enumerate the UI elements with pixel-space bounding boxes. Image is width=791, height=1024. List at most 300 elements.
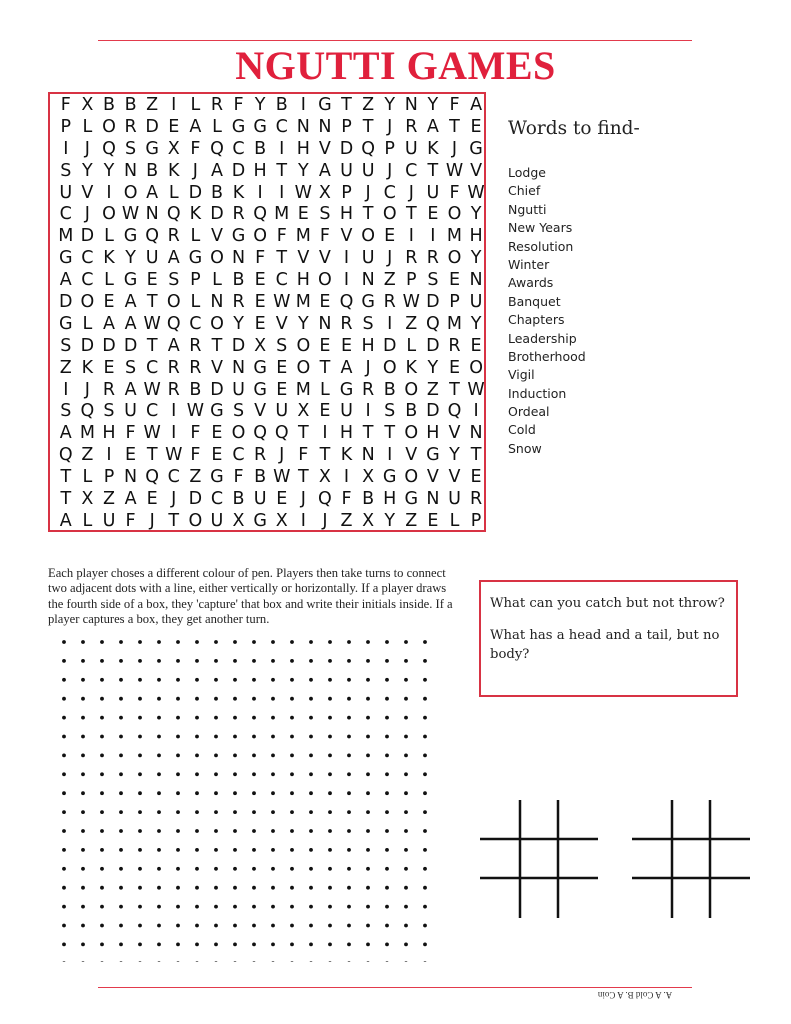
dot[interactable] bbox=[290, 810, 294, 814]
grid-letter[interactable]: M bbox=[58, 226, 74, 247]
grid-letter[interactable]: C bbox=[275, 116, 288, 137]
dot[interactable] bbox=[385, 961, 389, 962]
dot[interactable] bbox=[81, 810, 85, 814]
grid-letter[interactable]: E bbox=[448, 270, 461, 291]
grid-letter[interactable]: P bbox=[470, 510, 482, 531]
dot[interactable] bbox=[233, 772, 237, 776]
grid-letter[interactable]: C bbox=[81, 248, 94, 269]
grid-letter[interactable]: E bbox=[103, 292, 115, 313]
grid-letter[interactable]: Q bbox=[447, 401, 462, 422]
grid-letter[interactable]: C bbox=[383, 182, 396, 203]
grid-letter[interactable]: Y bbox=[470, 313, 482, 334]
grid-letter[interactable]: N bbox=[145, 204, 159, 225]
grid-letter[interactable]: T bbox=[449, 116, 460, 137]
grid-letter[interactable]: S bbox=[232, 401, 245, 422]
grid-letter[interactable]: G bbox=[404, 489, 419, 510]
dot[interactable] bbox=[195, 678, 199, 682]
grid-letter[interactable]: B bbox=[362, 489, 375, 510]
dot[interactable] bbox=[157, 924, 161, 928]
dot[interactable] bbox=[195, 716, 199, 720]
grid-letter[interactable]: E bbox=[470, 467, 482, 488]
grid-letter[interactable]: N bbox=[232, 357, 246, 378]
grid-letter[interactable]: E bbox=[254, 313, 266, 334]
grid-letter[interactable]: F bbox=[125, 510, 136, 531]
dot[interactable] bbox=[252, 735, 256, 739]
dot[interactable] bbox=[385, 716, 389, 720]
grid-letter[interactable]: B bbox=[254, 467, 267, 488]
dot[interactable] bbox=[252, 961, 256, 962]
dot[interactable] bbox=[176, 867, 180, 871]
dot[interactable] bbox=[157, 659, 161, 663]
dot[interactable] bbox=[347, 659, 351, 663]
grid-letter[interactable]: G bbox=[253, 379, 267, 400]
grid-letter[interactable]: I bbox=[300, 510, 306, 531]
dot[interactable] bbox=[138, 810, 142, 814]
grid-letter[interactable]: R bbox=[189, 335, 202, 356]
grid-letter[interactable]: J bbox=[300, 489, 306, 510]
grid-letter[interactable]: U bbox=[469, 292, 483, 313]
grid-letter[interactable]: K bbox=[340, 445, 353, 466]
dot[interactable] bbox=[309, 943, 313, 947]
grid-letter[interactable]: R bbox=[254, 445, 267, 466]
dot[interactable] bbox=[385, 943, 389, 947]
dot[interactable] bbox=[100, 678, 104, 682]
grid-letter[interactable]: A bbox=[146, 182, 159, 203]
dot[interactable] bbox=[328, 735, 332, 739]
dot[interactable] bbox=[309, 829, 313, 833]
dot[interactable] bbox=[271, 961, 275, 962]
grid-letter[interactable]: O bbox=[318, 270, 332, 291]
dot[interactable] bbox=[271, 640, 275, 644]
grid-letter[interactable]: G bbox=[123, 226, 138, 247]
grid-letter[interactable]: F bbox=[341, 489, 352, 510]
dot[interactable] bbox=[233, 943, 237, 947]
grid-letter[interactable]: Q bbox=[274, 423, 289, 444]
grid-letter[interactable]: D bbox=[426, 335, 440, 356]
dot[interactable] bbox=[290, 754, 294, 758]
grid-letter[interactable]: F bbox=[60, 95, 71, 115]
grid-letter[interactable]: C bbox=[210, 489, 224, 510]
dot[interactable] bbox=[100, 924, 104, 928]
dot[interactable] bbox=[404, 716, 408, 720]
grid-letter[interactable]: U bbox=[404, 138, 418, 159]
grid-letter[interactable]: P bbox=[384, 138, 395, 159]
dot[interactable] bbox=[252, 716, 256, 720]
dot[interactable] bbox=[423, 659, 427, 663]
grid-letter[interactable]: Y bbox=[449, 445, 460, 466]
dot[interactable] bbox=[157, 640, 161, 644]
dot[interactable] bbox=[81, 754, 85, 758]
dot[interactable] bbox=[290, 772, 294, 776]
grid-letter[interactable]: N bbox=[124, 467, 138, 488]
dot[interactable] bbox=[119, 943, 123, 947]
grid-letter[interactable]: N bbox=[469, 270, 483, 291]
dot[interactable] bbox=[404, 905, 408, 909]
grid-letter[interactable]: R bbox=[469, 489, 483, 510]
grid-letter[interactable]: A bbox=[340, 357, 353, 378]
grid-letter[interactable]: F bbox=[298, 445, 309, 466]
grid-letter[interactable]: V bbox=[210, 226, 223, 247]
dot[interactable] bbox=[423, 905, 427, 909]
dot[interactable] bbox=[252, 924, 256, 928]
grid-letter[interactable]: A bbox=[124, 292, 137, 313]
dot[interactable] bbox=[423, 754, 427, 758]
dot[interactable] bbox=[404, 829, 408, 833]
dot[interactable] bbox=[309, 659, 313, 663]
dot[interactable] bbox=[176, 905, 180, 909]
dot[interactable] bbox=[157, 961, 161, 962]
grid-letter[interactable]: J bbox=[322, 510, 328, 531]
grid-letter[interactable]: U bbox=[59, 182, 73, 203]
grid-letter[interactable]: A bbox=[59, 270, 72, 291]
grid-letter[interactable]: V bbox=[254, 401, 267, 422]
grid-letter[interactable]: L bbox=[168, 182, 179, 203]
dot[interactable] bbox=[100, 905, 104, 909]
grid-letter[interactable]: T bbox=[319, 445, 331, 466]
dot[interactable] bbox=[347, 735, 351, 739]
dot[interactable] bbox=[119, 640, 123, 644]
dot[interactable] bbox=[252, 659, 256, 663]
grid-letter[interactable]: D bbox=[339, 138, 354, 159]
dot[interactable] bbox=[195, 829, 199, 833]
grid-letter[interactable]: B bbox=[232, 270, 245, 291]
grid-letter[interactable]: C bbox=[167, 467, 180, 488]
grid-letter[interactable]: K bbox=[168, 160, 180, 181]
dot[interactable] bbox=[62, 924, 66, 928]
grid-letter[interactable]: K bbox=[405, 357, 418, 378]
grid-letter[interactable]: Q bbox=[58, 445, 73, 466]
grid-letter[interactable]: Q bbox=[166, 204, 181, 225]
grid-letter[interactable]: Y bbox=[82, 160, 93, 181]
grid-letter[interactable]: L bbox=[82, 467, 93, 488]
grid-letter[interactable]: J bbox=[387, 160, 393, 181]
dot[interactable] bbox=[176, 829, 180, 833]
dot[interactable] bbox=[138, 640, 142, 644]
grid-letter[interactable]: U bbox=[145, 248, 159, 269]
dot[interactable] bbox=[328, 678, 332, 682]
grid-letter[interactable]: K bbox=[103, 248, 115, 269]
grid-letter[interactable]: O bbox=[404, 379, 419, 400]
dot[interactable] bbox=[195, 886, 199, 890]
dot[interactable] bbox=[233, 829, 237, 833]
dot[interactable] bbox=[176, 848, 180, 852]
dot[interactable] bbox=[214, 829, 218, 833]
dot[interactable] bbox=[423, 943, 427, 947]
dot[interactable] bbox=[252, 791, 256, 795]
grid-letter[interactable]: Z bbox=[340, 510, 353, 531]
grid-letter[interactable]: U bbox=[426, 182, 440, 203]
grid-letter[interactable]: N bbox=[210, 292, 224, 313]
dot[interactable] bbox=[271, 716, 275, 720]
grid-letter[interactable]: O bbox=[382, 357, 397, 378]
grid-letter[interactable]: D bbox=[102, 335, 116, 356]
grid-letter[interactable]: O bbox=[382, 204, 397, 225]
grid-letter[interactable]: S bbox=[125, 138, 137, 159]
dot[interactable] bbox=[81, 772, 85, 776]
dot[interactable] bbox=[290, 867, 294, 871]
grid-letter[interactable]: T bbox=[384, 423, 396, 444]
grid-letter[interactable]: I bbox=[63, 138, 69, 159]
dot[interactable] bbox=[328, 848, 332, 852]
grid-letter[interactable]: J bbox=[192, 160, 198, 181]
dot[interactable] bbox=[195, 867, 199, 871]
dot[interactable] bbox=[347, 810, 351, 814]
dot[interactable] bbox=[423, 735, 427, 739]
grid-letter[interactable]: S bbox=[276, 335, 288, 356]
dot[interactable] bbox=[195, 697, 199, 701]
grid-letter[interactable]: O bbox=[447, 248, 462, 269]
dot[interactable] bbox=[81, 867, 85, 871]
grid-letter[interactable]: G bbox=[339, 379, 354, 400]
dot[interactable] bbox=[271, 924, 275, 928]
grid-letter[interactable]: Y bbox=[384, 510, 396, 531]
grid-letter[interactable]: V bbox=[81, 182, 94, 203]
grid-letter[interactable]: Z bbox=[426, 379, 439, 400]
dot[interactable] bbox=[233, 867, 237, 871]
dot[interactable] bbox=[195, 810, 199, 814]
grid-letter[interactable]: G bbox=[210, 467, 224, 488]
grid-letter[interactable]: W bbox=[294, 182, 312, 203]
grid-letter[interactable]: U bbox=[232, 379, 245, 400]
grid-letter[interactable]: D bbox=[426, 401, 440, 422]
dot[interactable] bbox=[385, 905, 389, 909]
dot[interactable] bbox=[423, 829, 427, 833]
grid-letter[interactable]: L bbox=[212, 270, 222, 291]
dot[interactable] bbox=[385, 791, 389, 795]
grid-letter[interactable]: V bbox=[448, 423, 461, 444]
dot[interactable] bbox=[290, 697, 294, 701]
dot[interactable] bbox=[233, 735, 237, 739]
grid-letter[interactable]: W bbox=[143, 313, 161, 334]
grid-letter[interactable]: Q bbox=[339, 292, 354, 313]
grid-letter[interactable]: R bbox=[210, 95, 224, 115]
grid-letter[interactable]: T bbox=[470, 445, 482, 466]
dot[interactable] bbox=[176, 735, 180, 739]
dot[interactable] bbox=[100, 867, 104, 871]
grid-letter[interactable]: F bbox=[449, 182, 460, 203]
grid-letter[interactable]: V bbox=[470, 160, 483, 181]
grid-letter[interactable]: O bbox=[102, 204, 116, 225]
dot[interactable] bbox=[290, 659, 294, 663]
dot[interactable] bbox=[328, 867, 332, 871]
grid-letter[interactable]: Q bbox=[145, 226, 160, 247]
grid-letter[interactable]: U bbox=[210, 510, 224, 531]
grid-letter[interactable]: J bbox=[408, 182, 414, 203]
dot[interactable] bbox=[100, 886, 104, 890]
grid-letter[interactable]: D bbox=[59, 292, 73, 313]
grid-letter[interactable]: Y bbox=[297, 160, 309, 181]
dot[interactable] bbox=[157, 810, 161, 814]
grid-letter[interactable]: E bbox=[211, 423, 223, 444]
grid-letter[interactable]: M bbox=[295, 226, 311, 247]
dot[interactable] bbox=[271, 678, 275, 682]
grid-letter[interactable]: N bbox=[124, 160, 138, 181]
dot[interactable] bbox=[119, 924, 123, 928]
grid-letter[interactable]: K bbox=[81, 357, 94, 378]
grid-letter[interactable]: V bbox=[405, 445, 418, 466]
dot[interactable] bbox=[423, 961, 427, 962]
grid-letter[interactable]: P bbox=[60, 116, 72, 137]
dot[interactable] bbox=[81, 829, 85, 833]
dot[interactable] bbox=[385, 640, 389, 644]
dot[interactable] bbox=[309, 716, 313, 720]
dot[interactable] bbox=[366, 905, 370, 909]
dot[interactable] bbox=[62, 754, 66, 758]
grid-letter[interactable]: A bbox=[167, 335, 180, 356]
grid-letter[interactable]: E bbox=[125, 445, 137, 466]
grid-letter[interactable]: R bbox=[362, 379, 375, 400]
dot[interactable] bbox=[81, 791, 85, 795]
dot[interactable] bbox=[423, 848, 427, 852]
dot[interactable] bbox=[233, 961, 237, 962]
dot[interactable] bbox=[404, 735, 408, 739]
grid-letter[interactable]: A bbox=[318, 160, 331, 181]
grid-letter[interactable]: J bbox=[84, 379, 90, 400]
dot[interactable] bbox=[119, 659, 123, 663]
dot[interactable] bbox=[62, 829, 66, 833]
grid-letter[interactable]: B bbox=[232, 489, 245, 510]
dot[interactable] bbox=[62, 961, 66, 962]
dot[interactable] bbox=[119, 772, 123, 776]
grid-letter[interactable]: T bbox=[449, 379, 460, 400]
grid-letter[interactable]: W bbox=[467, 379, 485, 400]
dot[interactable] bbox=[328, 829, 332, 833]
grid-letter[interactable]: N bbox=[232, 248, 246, 269]
dot[interactable] bbox=[404, 791, 408, 795]
dot[interactable] bbox=[62, 697, 66, 701]
grid-letter[interactable]: L bbox=[449, 510, 460, 531]
grid-letter[interactable]: B bbox=[102, 95, 115, 115]
dot[interactable] bbox=[404, 640, 408, 644]
dot[interactable] bbox=[385, 697, 389, 701]
grid-letter[interactable]: V bbox=[297, 248, 310, 269]
grid-letter[interactable]: S bbox=[362, 313, 374, 334]
grid-letter[interactable]: J bbox=[171, 489, 177, 510]
grid-letter[interactable]: H bbox=[339, 204, 354, 225]
dot[interactable] bbox=[385, 867, 389, 871]
grid-letter[interactable]: E bbox=[319, 335, 331, 356]
dot[interactable] bbox=[195, 924, 199, 928]
grid-letter[interactable]: I bbox=[365, 401, 371, 422]
grid-letter[interactable]: P bbox=[341, 182, 352, 203]
grid-letter[interactable]: Z bbox=[81, 445, 94, 466]
dot[interactable] bbox=[309, 867, 313, 871]
dot[interactable] bbox=[423, 791, 427, 795]
grid-letter[interactable]: G bbox=[426, 445, 440, 466]
grid-letter[interactable]: O bbox=[361, 226, 375, 247]
grid-letter[interactable]: U bbox=[275, 401, 289, 422]
grid-letter[interactable]: W bbox=[165, 445, 183, 466]
dot[interactable] bbox=[252, 772, 256, 776]
grid-letter[interactable]: O bbox=[296, 335, 311, 356]
grid-letter[interactable]: N bbox=[296, 116, 310, 137]
grid-letter[interactable]: W bbox=[467, 182, 485, 203]
grid-letter[interactable]: D bbox=[426, 292, 440, 313]
grid-letter[interactable]: H bbox=[426, 423, 440, 444]
dot[interactable] bbox=[176, 924, 180, 928]
grid-letter[interactable]: M bbox=[446, 226, 463, 247]
grid-letter[interactable]: L bbox=[406, 335, 417, 356]
dot[interactable] bbox=[176, 886, 180, 890]
dot[interactable] bbox=[233, 697, 237, 701]
dot[interactable] bbox=[366, 943, 370, 947]
grid-letter[interactable]: I bbox=[473, 401, 479, 422]
grid-letter[interactable]: G bbox=[253, 357, 267, 378]
grid-letter[interactable]: I bbox=[387, 313, 393, 334]
grid-letter[interactable]: S bbox=[60, 401, 72, 422]
dot[interactable] bbox=[290, 924, 294, 928]
grid-letter[interactable]: C bbox=[146, 401, 159, 422]
dot[interactable] bbox=[119, 867, 123, 871]
grid-letter[interactable]: J bbox=[451, 138, 458, 159]
dot[interactable] bbox=[290, 905, 294, 909]
grid-letter[interactable]: X bbox=[254, 335, 267, 356]
dot[interactable] bbox=[119, 716, 123, 720]
dot[interactable] bbox=[157, 886, 161, 890]
dot[interactable] bbox=[100, 848, 104, 852]
grid-letter[interactable]: A bbox=[124, 489, 137, 510]
dot[interactable] bbox=[366, 772, 370, 776]
dot[interactable] bbox=[195, 905, 199, 909]
dot[interactable] bbox=[252, 943, 256, 947]
grid-letter[interactable]: M bbox=[295, 292, 311, 313]
dot[interactable] bbox=[62, 678, 66, 682]
dot[interactable] bbox=[271, 659, 275, 663]
grid-letter[interactable]: I bbox=[408, 226, 414, 247]
grid-letter[interactable]: G bbox=[318, 95, 332, 115]
dot[interactable] bbox=[214, 886, 218, 890]
grid-letter[interactable]: U bbox=[448, 489, 461, 510]
grid-letter[interactable]: H bbox=[296, 138, 310, 159]
dot[interactable] bbox=[385, 810, 389, 814]
grid-letter[interactable]: Y bbox=[297, 313, 309, 334]
grid-letter[interactable]: A bbox=[426, 116, 439, 137]
grid-letter[interactable]: Z bbox=[102, 489, 115, 510]
dot[interactable] bbox=[62, 867, 66, 871]
grid-letter[interactable]: O bbox=[102, 116, 116, 137]
grid-letter[interactable]: Y bbox=[233, 313, 244, 334]
grid-letter[interactable]: E bbox=[470, 116, 482, 137]
dot[interactable] bbox=[385, 886, 389, 890]
grid-letter[interactable]: S bbox=[384, 401, 396, 422]
dot[interactable] bbox=[62, 943, 66, 947]
grid-letter[interactable]: W bbox=[273, 292, 291, 313]
grid-letter[interactable]: I bbox=[257, 182, 263, 203]
grid-letter[interactable]: I bbox=[63, 379, 69, 400]
dot[interactable] bbox=[328, 716, 332, 720]
dot[interactable] bbox=[214, 659, 218, 663]
grid-letter[interactable]: E bbox=[103, 357, 115, 378]
dot[interactable] bbox=[309, 791, 313, 795]
grid-letter[interactable]: K bbox=[232, 182, 245, 203]
grid-letter[interactable]: O bbox=[296, 357, 311, 378]
grid-letter[interactable]: N bbox=[318, 313, 332, 334]
grid-letter[interactable]: I bbox=[343, 270, 350, 291]
grid-letter[interactable]: O bbox=[210, 313, 224, 334]
dot[interactable] bbox=[176, 697, 180, 701]
dot[interactable] bbox=[252, 867, 256, 871]
grid-letter[interactable]: T bbox=[427, 160, 439, 181]
dot[interactable] bbox=[309, 961, 313, 962]
grid-letter[interactable]: X bbox=[362, 467, 375, 488]
dot[interactable] bbox=[195, 943, 199, 947]
grid-letter[interactable]: V bbox=[426, 467, 439, 488]
dot[interactable] bbox=[62, 735, 66, 739]
dot[interactable] bbox=[290, 640, 294, 644]
grid-letter[interactable]: O bbox=[447, 204, 462, 225]
grid-letter[interactable]: I bbox=[343, 248, 350, 269]
grid-letter[interactable]: L bbox=[104, 270, 114, 291]
